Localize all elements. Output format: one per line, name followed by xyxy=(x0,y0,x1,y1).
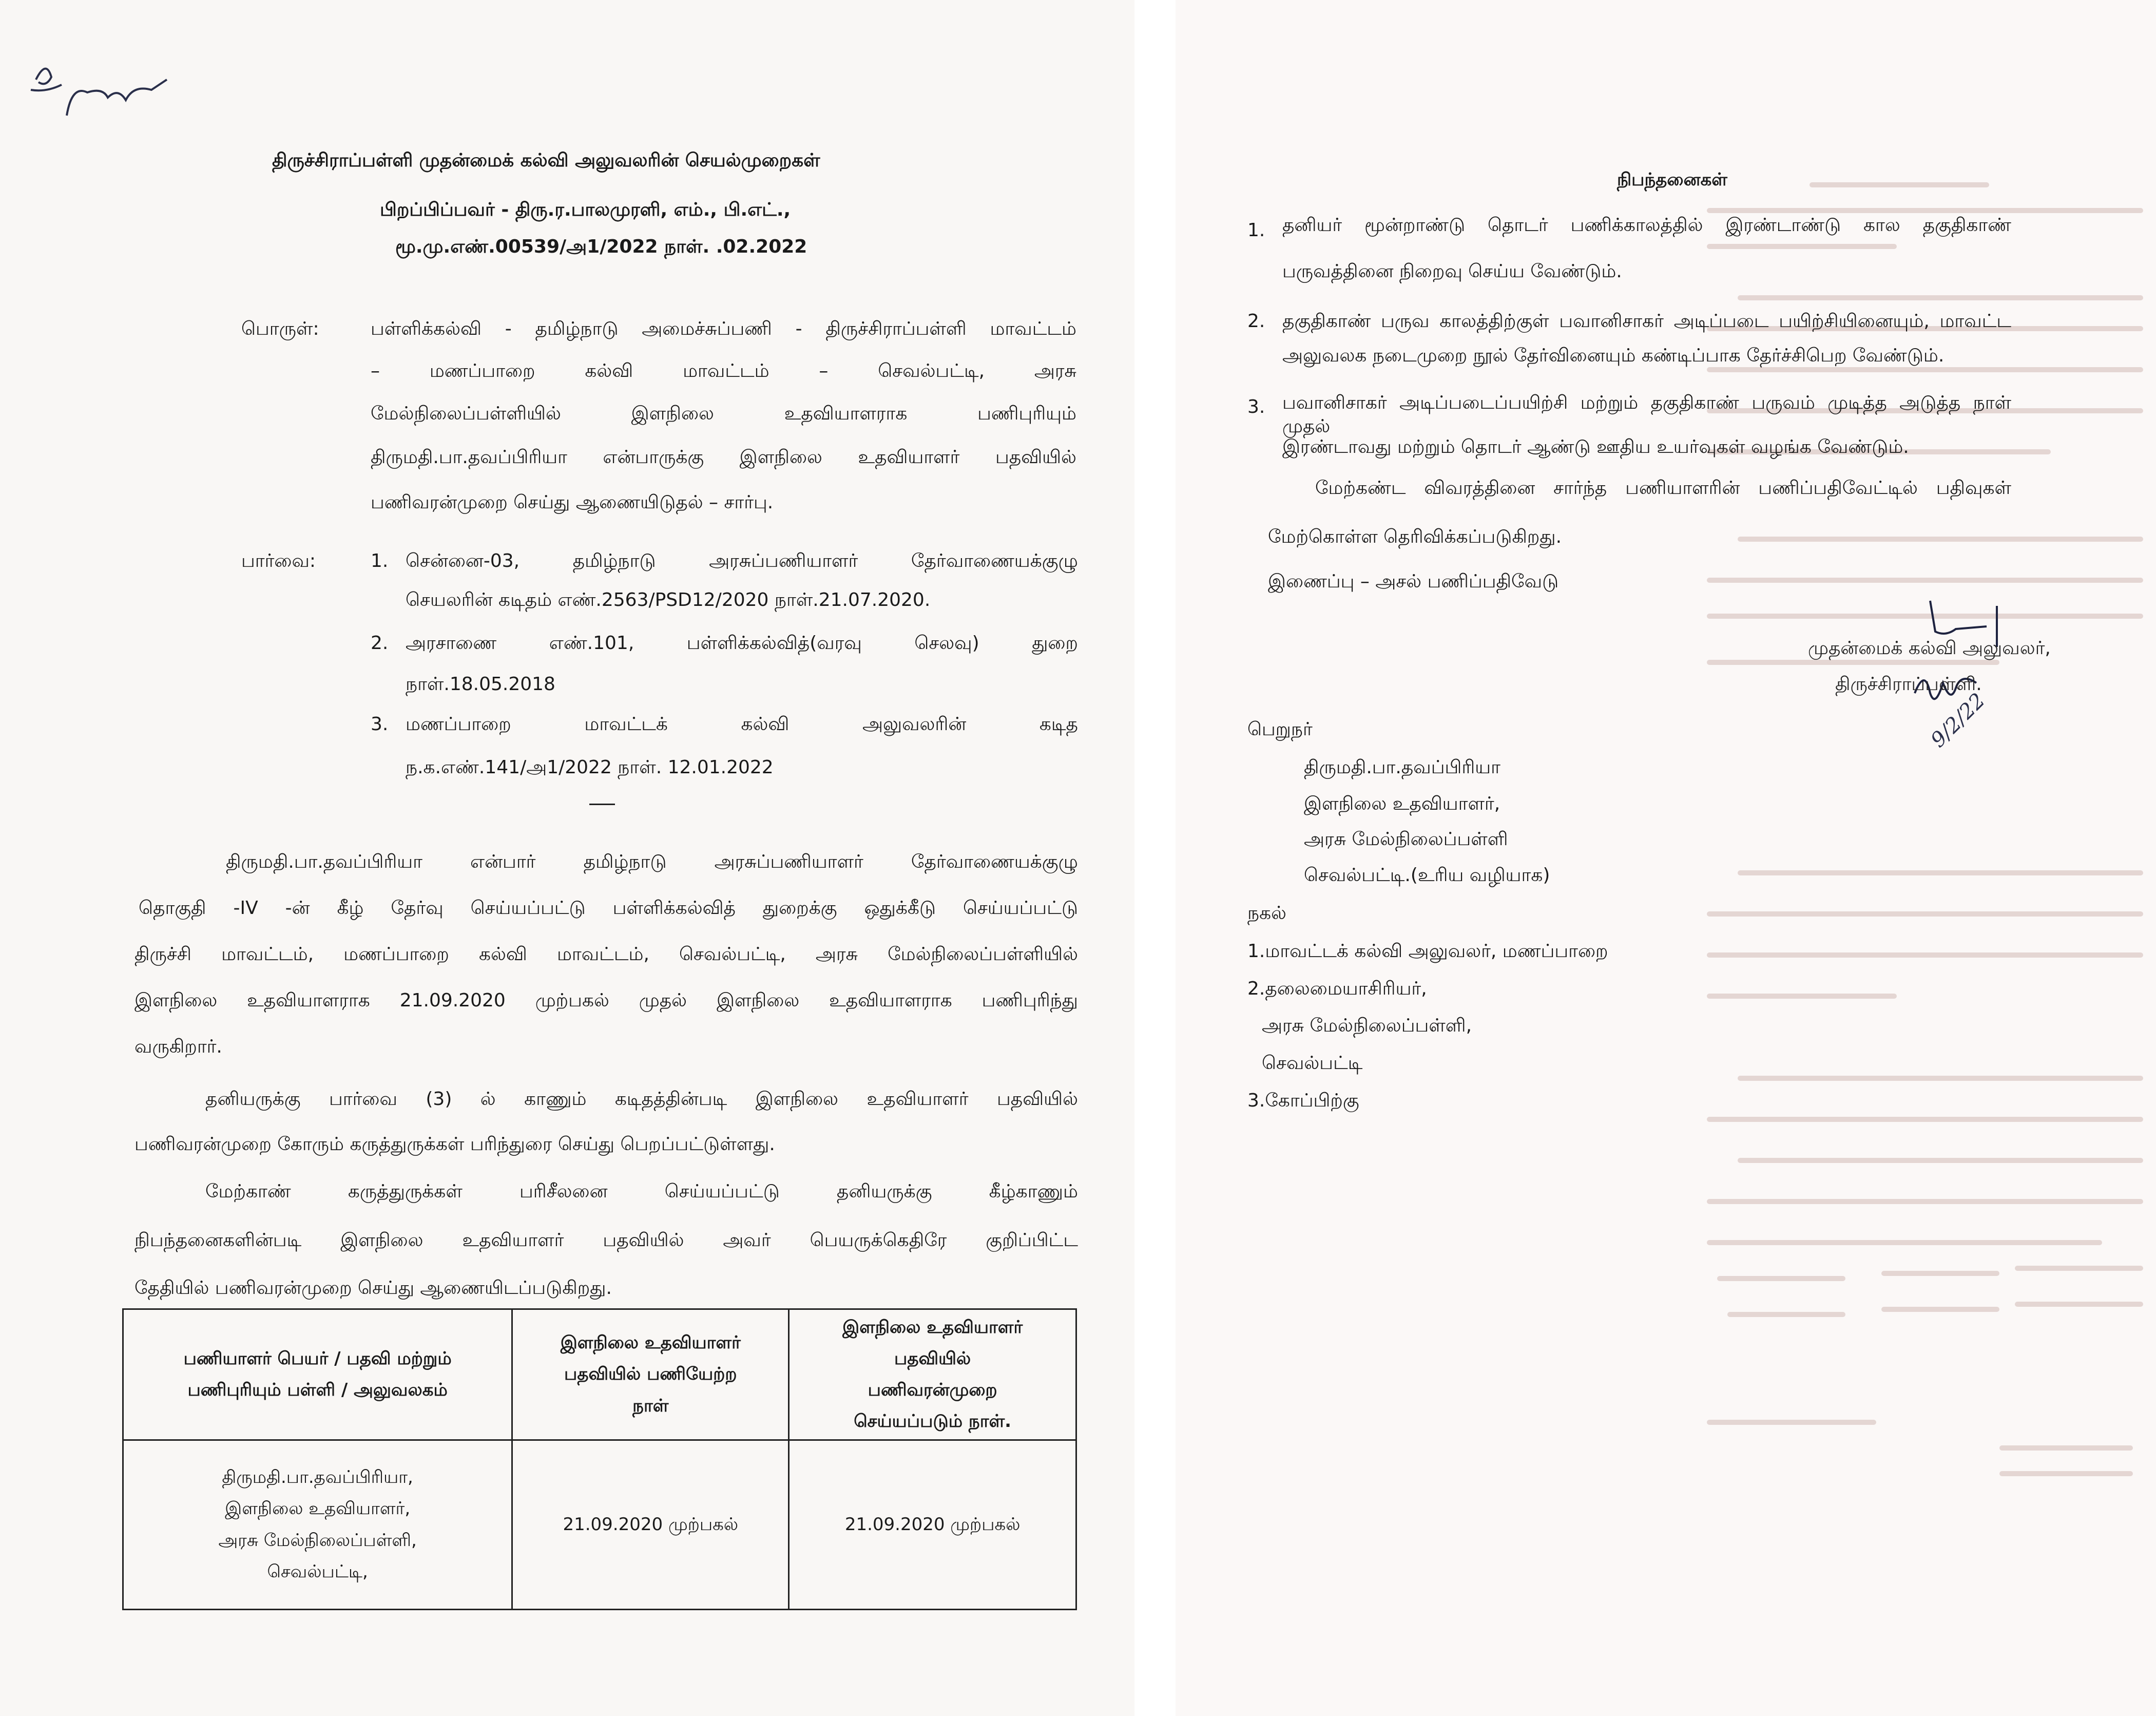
para1-line-5: வருகிறார். xyxy=(134,1036,222,1057)
copy-label: நகல் xyxy=(1247,903,1287,924)
cell-employee xyxy=(123,1440,512,1610)
subject-line-3: மேல்நிலைப்பள்ளியில் இளநிலை உதவியாளராக பணிபுரியும் xyxy=(371,403,1076,424)
condition-1-line-2: பருவத்தினை நிறைவு செய்ய வேண்டும். xyxy=(1282,261,1622,282)
enclosure: இணைப்பு – அசல் பணிப்பதிவேடு xyxy=(1268,571,1559,592)
header-joined-line-2: பதவியில் பணியேற்ற xyxy=(564,1364,737,1385)
reference-3-line-1: மணப்பாறை மாவட்டக் கல்வி அலுவலரின் கடித xyxy=(406,714,1078,735)
employee-school: அரசு மேல்நிலைப்பள்ளி, xyxy=(218,1530,417,1551)
subject-line-5: பணிவரன்முறை செய்து ஆணையிடுதல் – சார்பு. xyxy=(371,492,774,513)
header-line-2: பிறப்பிப்பவர் - திரு.ர.பாலமுரளி, எம்., பி.எட்., xyxy=(380,199,791,220)
table-header-regularised xyxy=(789,1309,1076,1440)
regularisation-table xyxy=(122,1308,1077,1610)
table-row xyxy=(123,1440,1076,1610)
subject-label: பொருள்: xyxy=(241,318,319,339)
conditions-title: நிபந்தனைகள் xyxy=(1617,169,1727,190)
cell-regularised-date: 21.09.2020 முற்பகல் xyxy=(789,1440,1076,1610)
condition-1-number: 1. xyxy=(1247,220,1265,241)
header-line-1: திருச்சிராப்பள்ளி முதன்மைக் கல்வி அலுவலரின் செயல்முறைகள் xyxy=(272,150,820,171)
employee-designation: இளநிலை உதவியாளர், xyxy=(225,1498,411,1519)
employee-place: செவல்பட்டி, xyxy=(267,1561,368,1582)
reference-3-line-2: ந.க.எண்.141/அ1/2022 நாள். 12.01.2022 xyxy=(406,757,774,778)
reference-1-line-2: செயலரின் கடிதம் எண்.2563/PSD12/2020 நாள்.21.07.2020. xyxy=(406,589,931,611)
para3-line-3: தேதியில் பணிவரன்முறை செய்து ஆணையிடப்படுகிறது. xyxy=(134,1278,612,1299)
reference-label: பார்வை: xyxy=(241,550,316,571)
reference-3-number: 3. xyxy=(371,714,389,735)
right-page xyxy=(1176,0,2156,1716)
recipient-label: பெறுநர் xyxy=(1247,719,1313,740)
recipient-line-1: திருமதி.பா.தவப்பிரியா xyxy=(1304,757,1500,778)
copy-line-2: 2.தலைமையாசிரியர், xyxy=(1247,978,1427,999)
para2-line-2: பணிவரன்முறை கோரும் கருத்துருக்கள் பரிந்துரை செய்து பெறப்பட்டுள்ளது. xyxy=(134,1134,775,1155)
header-reg-line-4: செய்யப்படும் நாள். xyxy=(854,1411,1012,1432)
table-header-joined xyxy=(512,1309,789,1440)
copy-line-1: 1.மாவட்டக் கல்வி அலுவலர், மணப்பாறை xyxy=(1247,941,1608,962)
separator-dash xyxy=(589,804,615,805)
reference-2-number: 2. xyxy=(371,633,389,654)
para1-line-4: இளநிலை உதவியாளராக 21.09.2020 முற்பகல் முதல் இளநிலை உதவியாளராக பணிபுரிந்து xyxy=(134,990,1078,1011)
header-reg-line-3: பணிவரன்முறை xyxy=(868,1380,997,1400)
reference-1-number: 1. xyxy=(371,550,389,571)
signatory-place: திருச்சிராப்பள்ளி. xyxy=(1835,674,1982,695)
condition-2-line-2: அலுவலக நடைமுறை நூல் தேர்வினையும் கண்டிப்பாக தேர்ச்சிபெற வேண்டும். xyxy=(1282,345,1945,366)
para2-line-1: தனியருக்கு பார்வை (3) ல் காணும் கடிதத்தின்படி இளநிலை உதவியாளர் பதவியில் xyxy=(205,1089,1078,1110)
para1-line-1: திருமதி.பா.தவப்பிரியா என்பார் தமிழ்நாடு அரசுப்பணியாளர் தேர்வாணையக்குழு xyxy=(226,851,1078,872)
condition-2-number: 2. xyxy=(1247,311,1265,332)
recipient-line-4: செவல்பட்டி.(உரிய வழியாக) xyxy=(1304,865,1550,886)
reference-2-line-2: நாள்.18.05.2018 xyxy=(406,674,555,695)
recipient-line-2: இளநிலை உதவியாளர், xyxy=(1304,793,1500,814)
note-line-1: மேற்கண்ட விவரத்தினை சார்ந்த பணியாளரின் பணிப்பதிவேட்டில் பதிவுகள் xyxy=(1315,478,2011,499)
header-reg-line-2: பதவியில் xyxy=(894,1348,971,1369)
subject-line-4: திருமதி.பா.தவப்பிரியா என்பாருக்கு இளநிலை உதவியாளர் பதவியில் xyxy=(371,447,1076,468)
para1-line-2: தொகுதி -IV -ன் கீழ் தேர்வு செய்யப்பட்டு பள்ளிக்கல்வித் துறைக்கு ஒதுக்கீடு செய்யப்பட்டு xyxy=(139,898,1078,919)
signature-date: 9/2/22 xyxy=(1926,689,1990,752)
reference-1-line-1: சென்னை-03, தமிழ்நாடு அரசுப்பணியாளர் தேர்வாணையக்குழு xyxy=(406,550,1078,571)
copy-line-3: அரசு மேல்நிலைப்பள்ளி, xyxy=(1262,1015,1472,1036)
note-line-2: மேற்கொள்ள தெரிவிக்கப்படுகிறது. xyxy=(1268,526,1562,547)
condition-3-line-1: பவானிசாகர் அடிப்படைப்பயிற்சி மற்றும் தகுதிகாண் பருவம் முடித்த அடுத்த நாள் முதல் xyxy=(1282,392,2011,437)
handwritten-annotation xyxy=(21,49,175,126)
para1-line-3: திருச்சி மாவட்டம், மணப்பாறை கல்வி மாவட்டம், செவல்பட்டி, அரசு மேல்நிலைப்பள்ளியில் xyxy=(134,944,1078,965)
condition-2-line-1: தகுதிகாண் பருவ காலத்திற்குள் பவானிசாகர் அடிப்படை பயிற்சியினையும், மாவட்ட xyxy=(1282,311,2011,332)
reference-2-line-1: அரசாணை எண்.101, பள்ளிக்கல்வித்(வரவு செலவு) துறை xyxy=(406,633,1078,654)
copy-line-4: செவல்பட்டி xyxy=(1262,1053,1363,1074)
subject-line-1: பள்ளிக்கல்வி - தமிழ்நாடு அமைச்சுப்பணி - திருச்சிராப்பள்ளி மாவட்டம் xyxy=(371,318,1076,339)
header-reg-line-1: இளநிலை உதவியாளர் xyxy=(842,1317,1023,1338)
header-joined-line-3: நாள் xyxy=(632,1395,669,1416)
signatory-designation: முதன்மைக் கல்வி அலுவலர், xyxy=(1808,638,2051,659)
header-employee-line-1: பணியாளர் பெயர் / பதவி மற்றும் xyxy=(183,1348,452,1369)
subject-line-2: – மணப்பாறை கல்வி மாவட்டம் – செவல்பட்டி, அரசு xyxy=(371,360,1076,382)
cell-joined-date: 21.09.2020 முற்பகல் xyxy=(512,1440,789,1610)
recipient-line-3: அரசு மேல்நிலைப்பள்ளி xyxy=(1304,829,1508,850)
table-header-employee xyxy=(123,1309,512,1440)
para3-line-1: மேற்காண் கருத்துருக்கள் பரிசீலனை செய்யப்பட்டு தனியருக்கு கீழ்காணும் xyxy=(205,1181,1078,1202)
table-header-row xyxy=(123,1309,1076,1440)
employee-name: திருமதி.பா.தவப்பிரியா, xyxy=(222,1467,413,1488)
bleed-through-texture xyxy=(1176,0,2156,1716)
header-joined-line-1: இளநிலை உதவியாளர் xyxy=(560,1332,741,1353)
header-employee-line-2: பணிபுரியும் பள்ளி / அலுவலகம் xyxy=(187,1380,448,1400)
header-line-3: மூ.மு.எண்.00539/அ1/2022 நாள். .02.2022 xyxy=(395,236,807,257)
condition-1-line-1: தனியர் மூன்றாண்டு தொடர் பணிக்காலத்தில் இரண்டாண்டு கால தகுதிகாண் xyxy=(1282,215,2011,236)
para3-line-2: நிபந்தனைகளின்படி இளநிலை உதவியாளர் பதவியில் அவர் பெயருக்கெதிரே குறிப்பிட்ட xyxy=(134,1230,1078,1251)
copy-line-5: 3.கோப்பிற்கு xyxy=(1247,1090,1359,1111)
condition-3-line-2: இரண்டாவது மற்றும் தொடர் ஆண்டு ஊதிய உயர்வுகள் வழங்க வேண்டும். xyxy=(1282,436,1909,457)
condition-3-number: 3. xyxy=(1247,396,1265,417)
